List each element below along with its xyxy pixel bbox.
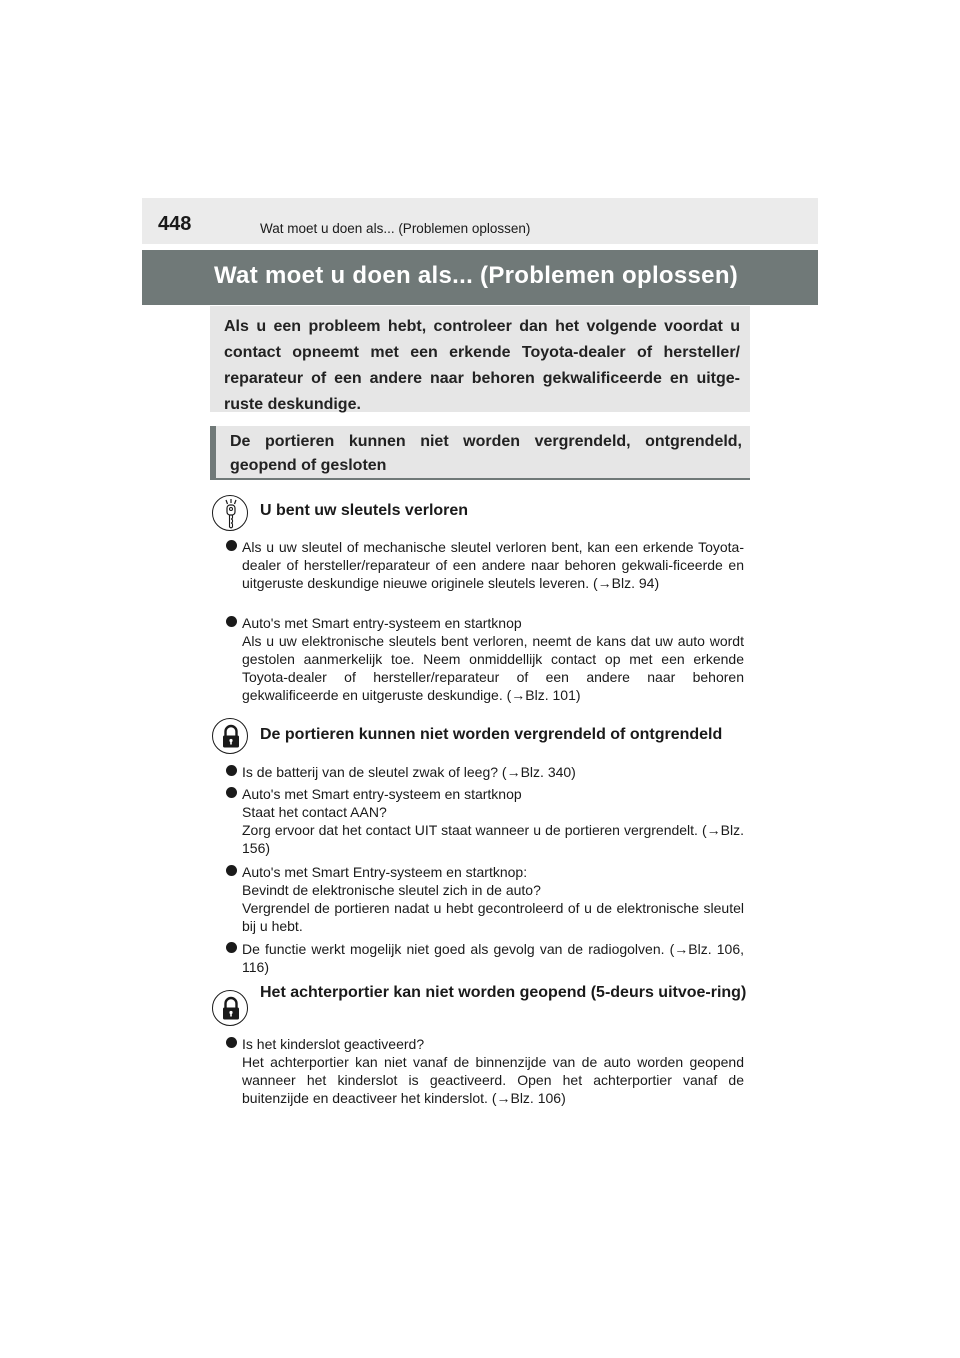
key-icon [212,495,248,531]
running-header: Wat moet u doen als... (Problemen oplossen) [260,221,531,236]
bullet-text: Is het kinderslot geactiveerd? Het achterportier kan niet vanaf de binnenzijde van de auto worden geopend wanneer het kinderslot is geactiveerd. Open het achterportier vanaf de buitenzijde en deactiveer het kinderslot. (→Blz. 106) [242,1036,744,1106]
bullet-dot [226,616,237,627]
section-heading [210,426,750,480]
page-title: Wat moet u doen als... (Problemen oplossen) [214,262,739,289]
bullet-dot [226,540,237,551]
bullet-text: Auto's met Smart Entry-systeem en startknop: Bevindt de elektronische sleutel zich in de auto? Vergrendel de portieren nadat u hebt gecontroleerd of u de elektronische sleutel bij u hebt. [242,864,744,934]
bullet-text: Is de batterij van de sleutel zwak of leeg? (→Blz. 340) [242,764,576,780]
intro-text: Als u een probleem hebt, controleer dan het volgende voordat u contact opneemt met een erkende Toyota-dealer of hersteller/ reparateur of een andere naar behoren gekwalificeerde en uitge-ruste deskundige. [224,318,740,413]
bullet-text: Auto's met Smart entry-systeem en startknop Staat het contact AAN? Zorg ervoor dat het contact UIT staat wanneer u de portieren vergrendelt. (→Blz. 156) [242,786,744,856]
lock-icon [212,990,248,1026]
bullet-dot [226,865,237,876]
intro-box [210,306,750,412]
bullet-dot [226,787,237,798]
page-number: 448 [158,213,192,235]
bullet-dot [226,942,237,953]
bullet-dot [226,1037,237,1048]
subheading-doors-lock: De portieren kunnen niet worden vergrendeld of ontgrendeld [260,726,723,743]
bullet-text: Auto's met Smart entry-systeem en startknop Als u uw elektronische sleutels bent verloren, neemt de kans dat uw auto wordt gestolen aanmerkelijk toe. Neem onmiddellijk contact op met een erkende Toyota-dealer of hersteller/reparateur of een andere naar behoren gekwalificeerde en uitgeruste deskundige. (→Blz. 101) [242,615,744,703]
section-heading-text: De portieren kunnen niet worden vergrendeld, ontgrendeld, geopend of gesloten [230,433,742,474]
bullet-text: Als u uw sleutel of mechanische sleutel verloren bent, kan een erkende Toyota-dealer of hersteller/reparateur of een andere naar behoren gekwali-ficeerde en uitgeruste deskundige nieuwe originele sleutels leveren. (→Blz. 94) [242,539,744,591]
bullet-text: De functie werkt mogelijk niet goed als gevolg van de radiogolven. (→Blz. 106, 116) [242,941,744,975]
subheading-tailgate: Het achterportier kan niet worden geopend (5-deurs uitvoe-ring) [260,984,747,1001]
subheading-lost-keys: U bent uw sleutels verloren [260,502,469,519]
lock-icon [212,718,248,754]
bullet-dot [226,765,237,776]
